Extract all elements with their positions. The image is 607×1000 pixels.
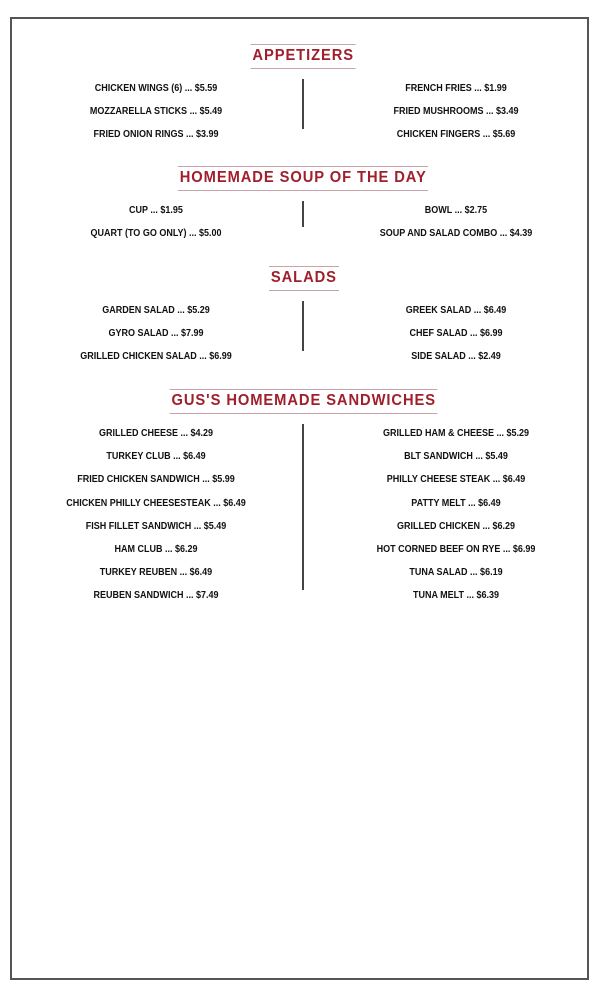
menu-item: TUNA MELT ... $6.39 — [412, 590, 500, 602]
left-column — [41, 299, 271, 369]
menu-item: GRILLED HAM & CHEESE ... $5.29 — [382, 428, 530, 439]
section-appetizers — [0, 44, 607, 147]
left-column — [41, 77, 271, 147]
section-soup — [0, 166, 607, 246]
menu-item: PATTY MELT ... $6.49 — [411, 497, 501, 509]
menu-item: CHICKEN FINGERS ... $5.69 — [396, 129, 516, 141]
menu-item: REUBEN SANDWICH ... $7.49 — [93, 590, 219, 602]
menu-item: GYRO SALAD ... $7.99 — [108, 328, 204, 340]
menu-item: GRILLED CHICKEN SALAD ... $6.99 — [80, 351, 232, 363]
menu-item: CUP ... $1.95 — [129, 205, 183, 216]
menu-item: CHEF SALAD ... $6.99 — [409, 328, 503, 340]
section-heading: APPETIZERS — [251, 44, 356, 69]
menu-item: QUART (TO GO ONLY) ... $5.00 — [90, 228, 222, 240]
column-divider — [302, 424, 304, 590]
menu-item: GARDEN SALAD ... $5.29 — [102, 305, 210, 316]
menu-item: TURKEY REUBEN ... $6.49 — [99, 567, 213, 579]
menu-item: CHICKEN PHILLY CHEESESTEAK ... $6.49 — [66, 497, 246, 509]
right-column — [341, 422, 571, 608]
menu-item: FRIED MUSHROOMS ... $3.49 — [393, 106, 519, 118]
column-divider — [302, 79, 304, 129]
column-divider — [302, 301, 304, 351]
menu-item: BLT SANDWICH ... $5.49 — [404, 451, 508, 463]
menu-item: CHICKEN WINGS (6) ... $5.59 — [94, 83, 218, 94]
menu-item: FISH FILLET SANDWICH ... $5.49 — [85, 520, 227, 532]
section-sandwiches — [0, 389, 607, 608]
menu-item: FRIED ONION RINGS ... $3.99 — [93, 129, 219, 141]
menu-item: SIDE SALAD ... $2.49 — [411, 351, 501, 363]
menu-item: SOUP AND SALAD COMBO ... $4.39 — [379, 228, 533, 240]
right-column — [341, 299, 571, 369]
menu-item: TURKEY CLUB ... $6.49 — [106, 451, 206, 463]
right-column — [341, 77, 571, 147]
left-column — [41, 422, 271, 608]
menu-item: FRENCH FRIES ... $1.99 — [405, 83, 507, 94]
menu-item: TUNA SALAD ... $6.19 — [409, 567, 503, 579]
left-column — [41, 199, 271, 245]
menu-item: BOWL ... $2.75 — [424, 205, 488, 216]
menu-item: PHILLY CHEESE STEAK ... $6.49 — [386, 474, 526, 486]
menu-item: GRILLED CHEESE ... $4.29 — [98, 428, 214, 439]
menu-item: FRIED CHICKEN SANDWICH ... $5.99 — [77, 474, 235, 486]
menu-item: HAM CLUB ... $6.29 — [114, 543, 198, 555]
section-salads — [0, 266, 607, 369]
section-heading: GUS'S HOMEMADE SANDWICHES — [169, 389, 437, 414]
right-column — [341, 199, 571, 245]
menu-item: MOZZARELLA STICKS ... $5.49 — [89, 106, 223, 118]
section-heading: SALADS — [269, 266, 339, 291]
menu-item: GREEK SALAD ... $6.49 — [405, 305, 507, 316]
section-heading: HOMEMADE SOUP OF THE DAY — [178, 166, 429, 191]
menu-item: HOT CORNED BEEF ON RYE ... $6.99 — [376, 543, 536, 555]
column-divider — [302, 201, 304, 227]
menu-item: GRILLED CHICKEN ... $6.29 — [396, 520, 516, 532]
